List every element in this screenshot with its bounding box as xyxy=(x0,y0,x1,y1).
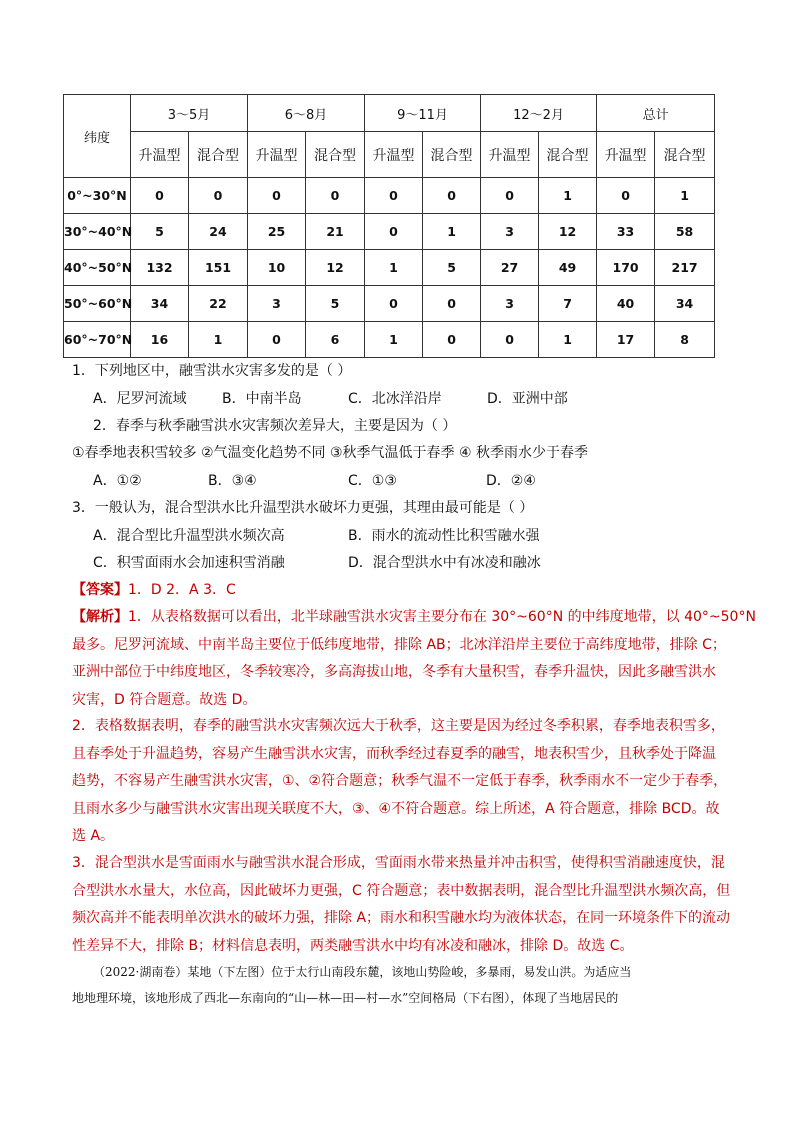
value-cell: 3 xyxy=(248,286,306,322)
table-header-row xyxy=(64,95,715,132)
value-cell: 17 xyxy=(597,322,655,358)
value-cell: 1 xyxy=(189,322,248,358)
value-cell: 16 xyxy=(131,322,189,358)
value-cell: 58 xyxy=(655,214,715,250)
value-cell: 0 xyxy=(189,178,248,214)
next-passage-line-1: （2022·湖南卷）某地（下左图）位于太行山南段东麓，该地山势险峻，多暴雨，易发山洪。为适应当 xyxy=(93,965,632,979)
question-1-stem: 1．下列地区中，融雪洪水灾害多发的是（ ） xyxy=(72,363,352,379)
value-cell: 1 xyxy=(423,214,481,250)
latitude-cell: 0°~30°N xyxy=(64,178,131,214)
table-row xyxy=(64,250,715,286)
value-cell: 0 xyxy=(248,178,306,214)
type-header: 升温型 xyxy=(131,132,189,178)
q2-option-b: B．③④ xyxy=(208,473,257,489)
season-header: 12～2月 xyxy=(481,95,597,132)
q1-option-b: B．中南半岛 xyxy=(222,391,302,407)
value-cell: 34 xyxy=(655,286,715,322)
q3-option-a: A．混合型比升温型洪水频次高 xyxy=(93,528,285,544)
analysis-line: 频次高并不能表明单次洪水的破坏力强，排除 A；雨水和积雪融水均为液体状态，在同一环境条件下的流动 xyxy=(72,910,731,926)
value-cell: 132 xyxy=(131,250,189,286)
analysis-paragraph-1 xyxy=(72,604,756,714)
flood-statistics-table xyxy=(63,94,715,358)
value-cell: 1 xyxy=(365,250,423,286)
analysis-line: 灾害，D 符合题意。故选 D。 xyxy=(72,691,257,708)
type-header: 混合型 xyxy=(655,132,715,178)
value-cell: 21 xyxy=(306,214,365,250)
value-cell: 25 xyxy=(248,214,306,250)
value-cell: 7 xyxy=(539,286,597,322)
analysis-line: 选 A。 xyxy=(72,828,115,844)
latitude-cell: 50°~60°N xyxy=(64,286,131,322)
season-header: 6～8月 xyxy=(248,95,365,132)
analysis-line: 趋势，不容易产生融雪洪水灾害，①、②符合题意；秋季气温不一定低于春季，秋季雨水不一定少于春季， xyxy=(72,773,728,789)
analysis-line: 最多。尼罗河流域、中南半岛主要位于低纬度地带，排除 AB；北冰洋沿岸主要位于高纬度地带，排除 C； xyxy=(72,636,726,653)
q1-option-d: D．亚洲中部 xyxy=(487,391,568,407)
season-header: 3～5月 xyxy=(131,95,248,132)
analysis-paragraph-3 xyxy=(72,850,730,960)
answer-label: 【答案】 xyxy=(72,582,128,598)
type-header: 升温型 xyxy=(597,132,655,178)
value-cell: 0 xyxy=(306,178,365,214)
latitude-cell: 40°~50°N xyxy=(64,250,131,286)
type-header: 混合型 xyxy=(539,132,597,178)
value-cell: 0 xyxy=(365,178,423,214)
value-cell: 34 xyxy=(131,286,189,322)
q2-option-a: A．①② xyxy=(93,473,142,489)
analysis-line: 且雨水多少与融雪洪水灾害出现关联度不大，③、④不符合题意。综上所述，A 符合题意，排除 BCD。故 xyxy=(72,800,720,817)
next-passage-line-2: 地地理环境，该地形成了西北—东南向的“山—林—田—村—水”空间格局（下右图），体现了当地居民的 xyxy=(72,991,619,1005)
value-cell: 170 xyxy=(597,250,655,286)
value-cell: 5 xyxy=(423,250,481,286)
latitude-header: 纬度 xyxy=(64,95,131,178)
table-row xyxy=(64,286,715,322)
season-header: 9～11月 xyxy=(365,95,481,132)
analysis-line: 性差异不大，排除 B；材料信息表明，两类融雪洪水中均有冰凌和融冰，排除 D。故选 C。 xyxy=(72,937,634,954)
value-cell: 22 xyxy=(189,286,248,322)
q2-statements: ①春季地表积雪较多 ②气温变化趋势不同 ③秋季气温低于春季 ④ 秋季雨水少于春季 xyxy=(72,445,589,461)
analysis-paragraph-2 xyxy=(72,713,727,851)
value-cell: 0 xyxy=(365,214,423,250)
value-cell: 3 xyxy=(481,214,539,250)
value-cell: 27 xyxy=(481,250,539,286)
value-cell: 12 xyxy=(539,214,597,250)
q3-option-d: D．混合型洪水中有冰凌和融冰 xyxy=(348,555,541,571)
value-cell: 8 xyxy=(655,322,715,358)
analysis-line: 1．从表格数据可以看出，北半球融雪洪水灾害主要分布在 30°~60°N 的中纬度地带，以 40°~50°N xyxy=(128,609,756,625)
value-cell: 0 xyxy=(423,178,481,214)
value-cell: 151 xyxy=(189,250,248,286)
value-cell: 24 xyxy=(189,214,248,250)
table-body xyxy=(64,178,715,358)
analysis-line: 3．混合型洪水是雪面雨水与融雪洪水混合形成，雪面雨水带来热量并冲击积雪，使得积雪消融速度快，混 xyxy=(72,855,725,871)
latitude-cell: 60°~70°N xyxy=(64,322,131,358)
value-cell: 10 xyxy=(248,250,306,286)
table-row xyxy=(64,214,715,250)
q3-option-c: C．积雪面雨水会加速积雪消融 xyxy=(93,555,285,571)
q1-option-c: C．北冰洋沿岸 xyxy=(348,391,442,407)
value-cell: 0 xyxy=(481,322,539,358)
total-header: 总计 xyxy=(597,95,715,132)
value-cell: 0 xyxy=(248,322,306,358)
value-cell: 0 xyxy=(597,178,655,214)
type-header: 升温型 xyxy=(481,132,539,178)
type-header: 混合型 xyxy=(189,132,248,178)
table-row xyxy=(64,178,715,214)
value-cell: 5 xyxy=(131,214,189,250)
value-cell: 40 xyxy=(597,286,655,322)
q2-option-c: C．①③ xyxy=(348,473,397,489)
value-cell: 0 xyxy=(423,322,481,358)
analysis-line: 合型洪水水量大，水位高，因此破坏力更强，C 符合题意；表中数据表明，混合型比升温型洪水频次高，但 xyxy=(72,882,731,899)
value-cell: 1 xyxy=(365,322,423,358)
value-cell: 33 xyxy=(597,214,655,250)
type-header: 升温型 xyxy=(365,132,423,178)
analysis-label: 【解析】 xyxy=(72,609,128,625)
table-row xyxy=(64,322,715,358)
value-cell: 0 xyxy=(365,286,423,322)
type-header: 混合型 xyxy=(306,132,365,178)
value-cell: 0 xyxy=(481,178,539,214)
answer-line xyxy=(72,580,236,600)
q3-option-b: B．雨水的流动性比积雪融水强 xyxy=(348,528,540,544)
type-header: 混合型 xyxy=(423,132,481,178)
q1-option-a: A．尼罗河流域 xyxy=(93,391,187,407)
answer-text: 1．D 2．A 3．C xyxy=(128,582,236,598)
value-cell: 12 xyxy=(306,250,365,286)
analysis-line: 且春季处于升温趋势，容易产生融雪洪水灾害，而秋季经过春夏季的融雪，地表积雪少，且秋季处于降温 xyxy=(72,745,716,762)
value-cell: 1 xyxy=(539,178,597,214)
value-cell: 0 xyxy=(423,286,481,322)
value-cell: 49 xyxy=(539,250,597,286)
latitude-cell: 30°~40°N xyxy=(64,214,131,250)
value-cell: 6 xyxy=(306,322,365,358)
value-cell: 5 xyxy=(306,286,365,322)
value-cell: 1 xyxy=(655,178,715,214)
value-cell: 217 xyxy=(655,250,715,286)
value-cell: 0 xyxy=(131,178,189,214)
question-3-stem: 3．一般认为，混合型洪水比升温型洪水破坏力更强，其理由最可能是（ ） xyxy=(72,500,534,516)
value-cell: 1 xyxy=(539,322,597,358)
analysis-line: 2．表格数据表明，春季的融雪洪水灾害频次远大于秋季，这主要是因为经过冬季积累，春季地表积雪多， xyxy=(72,718,725,734)
question-2-stem: 2．春季与秋季融雪洪水灾害频次差异大，主要是因为（ ） xyxy=(93,418,457,434)
type-header: 升温型 xyxy=(248,132,306,178)
analysis-line: 亚洲中部位于中纬度地区，冬季较寒冷，多高海拔山地，冬季有大量积雪，春季升温快，因此多融雪洪水 xyxy=(72,664,716,680)
q2-option-d: D．②④ xyxy=(486,473,536,489)
value-cell: 3 xyxy=(481,286,539,322)
table-subheader-row xyxy=(64,132,715,178)
